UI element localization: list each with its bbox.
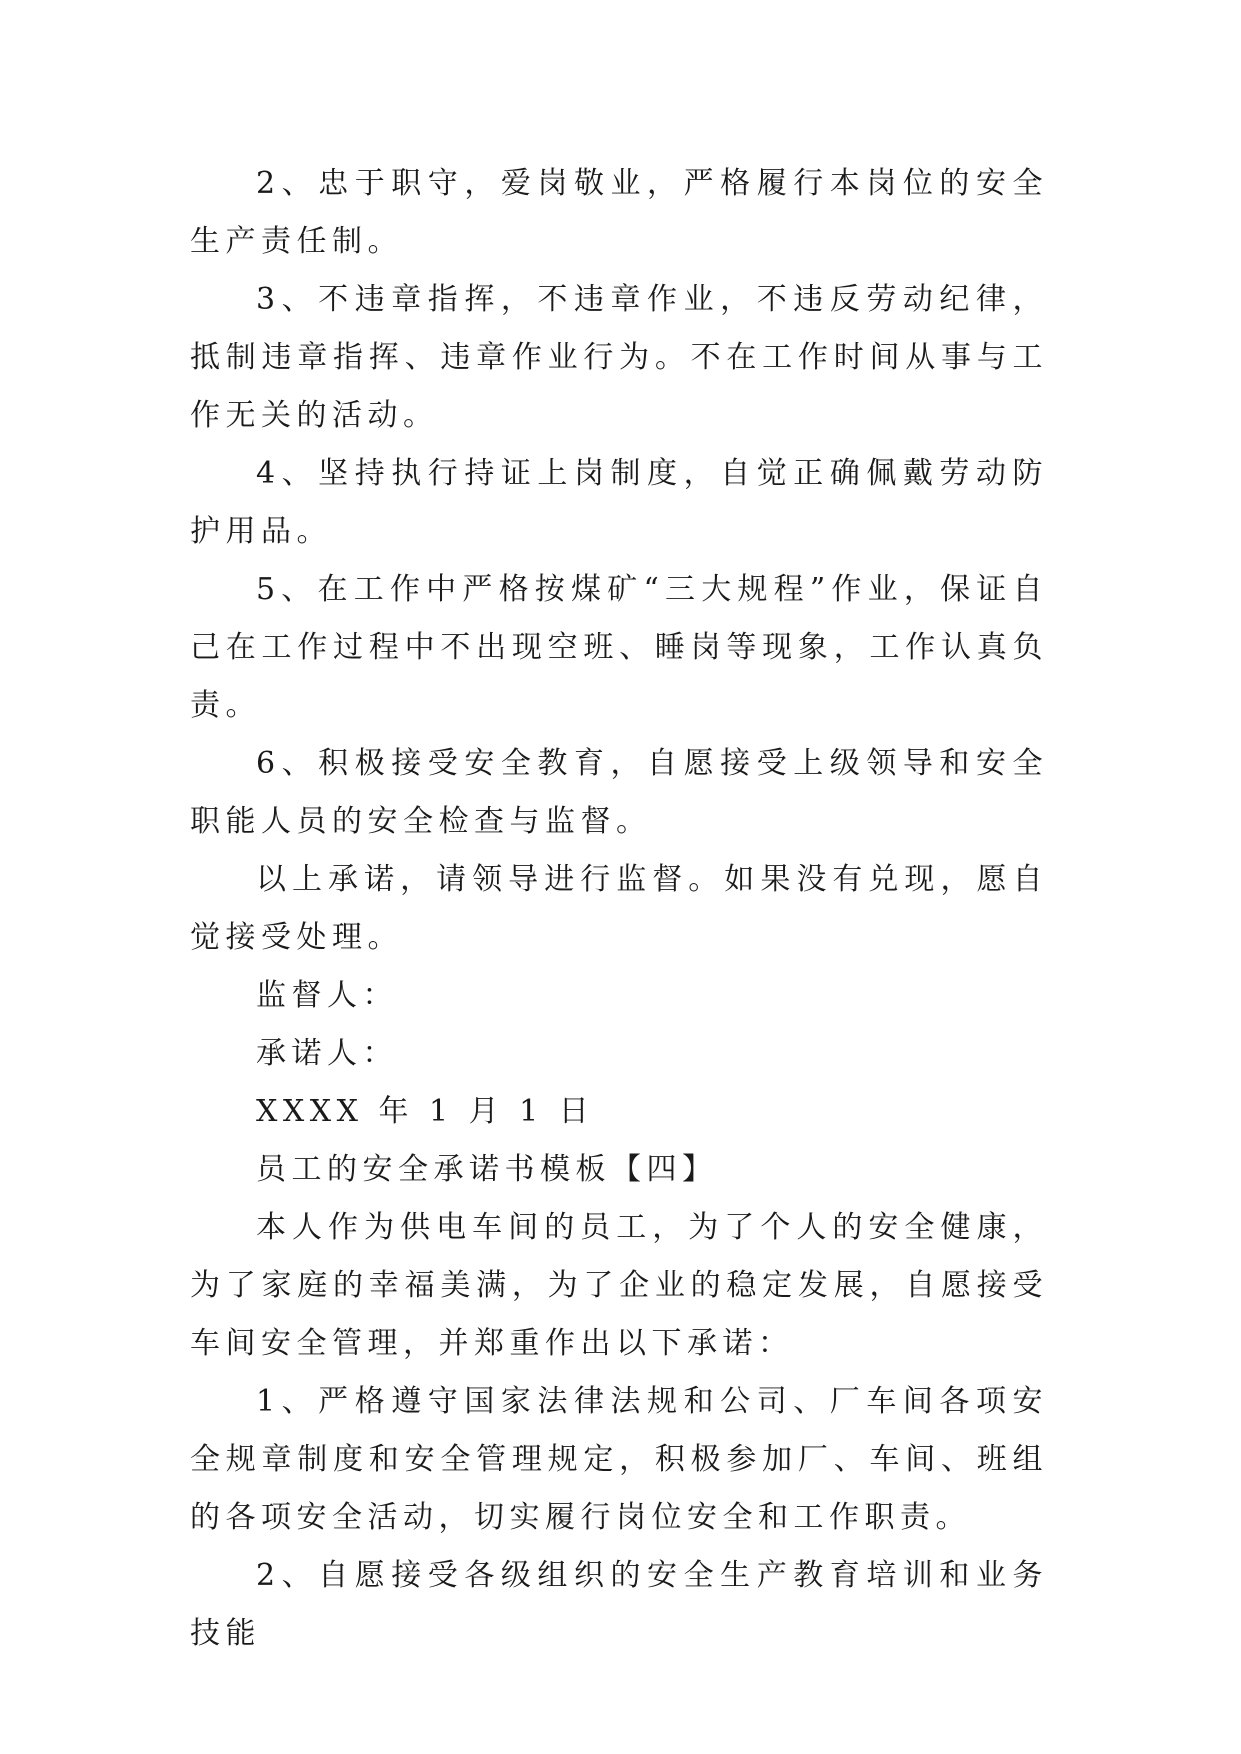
paragraph-item-2-new: 2、自愿接受各级组织的安全生产教育培训和业务技能 xyxy=(190,1558,1048,1651)
supervisor-label: 监督人： xyxy=(256,978,398,1013)
paragraph-item-2: 2、忠于职守，爱岗敬业，严格履行本岗位的安全生产责任制。 xyxy=(190,166,1048,259)
promisor-label: 承诺人： xyxy=(256,1036,398,1071)
section-title: 员工的安全承诺书模板【四】 xyxy=(256,1152,718,1187)
paragraph-item-3: 3、不违章指挥，不违章作业，不违反劳动纪律，抵制违章指挥、违章作业行为。不在工作时间从事与工作无关的活动。 xyxy=(190,282,1048,433)
date-line: XXXX 年 1 月 1 日 xyxy=(256,1094,595,1129)
document-body xyxy=(190,155,1048,1663)
closing-statement: 以上承诺，请领导进行监督。如果没有兑现，愿自觉接受处理。 xyxy=(190,862,1048,955)
paragraph-item-5: 5、在工作中严格按煤矿“三大规程”作业，保证自己在工作过程中不出现空班、睡岗等现象，工作认真负责。 xyxy=(190,572,1048,723)
paragraph-item-6: 6、积极接受安全教育，自愿接受上级领导和安全职能人员的安全检查与监督。 xyxy=(190,746,1048,839)
intro-paragraph: 本人作为供电车间的员工，为了个人的安全健康，为了家庭的幸福美满，为了企业的稳定发展，自愿接受车间安全管理，并郑重作出以下承诺： xyxy=(190,1210,1048,1361)
paragraph-item-4: 4、坚持执行持证上岗制度，自觉正确佩戴劳动防护用品。 xyxy=(190,456,1048,549)
paragraph-item-1-new: 1、严格遵守国家法律法规和公司、厂车间各项安全规章制度和安全管理规定，积极参加厂、车间、班组的各项安全活动，切实履行岗位安全和工作职责。 xyxy=(190,1384,1048,1535)
